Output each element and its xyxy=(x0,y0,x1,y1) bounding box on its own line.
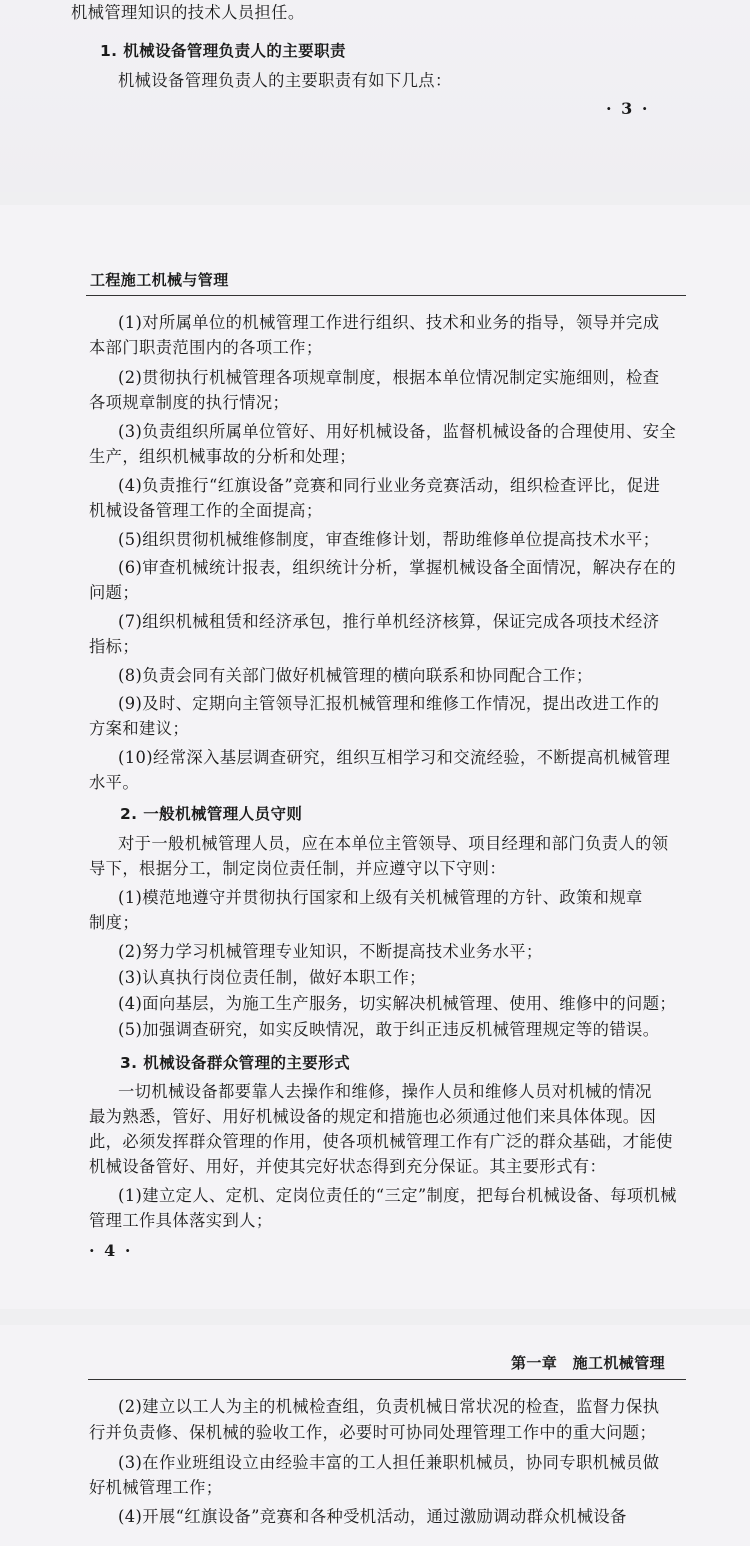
body-line: (2)努力学习机械管理专业知识，不断提高技术业务水平； xyxy=(118,942,543,961)
body-line: 好机械管理工作； xyxy=(89,1478,223,1497)
body-line: (4)面向基层，为施工生产服务，切实解决机械管理、使用、维修中的问题； xyxy=(118,994,677,1013)
body-line: (10)经常深入基层调查研究，组织互相学习和交流经验，不断提高机械管理 xyxy=(118,748,671,767)
body-line: 方案和建议； xyxy=(89,719,190,738)
body-line: 制度； xyxy=(89,913,140,932)
body-line: (5)加强调查研究，如实反映情况，敢于纠正违反机械管理规定等的错误。 xyxy=(118,1020,660,1039)
body-line: (1)建立定人、定机、定岗位责任的“三定”制度，把每台机械设备、每项机械 xyxy=(118,1186,677,1205)
header-rule xyxy=(88,1379,686,1380)
body-line: (3)负责组织所属单位管好、用好机械设备，监督机械设备的合理使用、安全 xyxy=(118,422,677,441)
body-line: 机械设备管理负责人的主要职责有如下几点： xyxy=(118,71,452,90)
body-line: 本部门职责范围内的各项工作； xyxy=(89,338,323,357)
body-line: 行并负责修、保机械的验收工作，必要时可协同处理管理工作中的重大问题； xyxy=(89,1423,657,1442)
body-line: (1)对所属单位的机械管理工作进行组织、技术和业务的指导，领导并完成 xyxy=(118,313,660,332)
body-line: (2)贯彻执行机械管理各项规章制度，根据本单位情况制定实施细则，检查 xyxy=(118,368,660,387)
body-line: 机械设备管理工作的全面提高； xyxy=(89,501,323,520)
body-line: (3)在作业班组设立由经验丰富的工人担任兼职机械员，协同专职机械员做 xyxy=(118,1453,660,1472)
body-line: 机械管理知识的技术人员担任。 xyxy=(71,3,305,22)
section-heading: 3. 机械设备群众管理的主要形式 xyxy=(120,1054,350,1072)
body-line: (6)审查机械统计报表，组织统计分析，掌握机械设备全面情况，解决存在的 xyxy=(118,558,677,577)
page-number: · 3 · xyxy=(606,99,650,118)
body-line: (9)及时、定期向主管领导汇报机械管理和维修工作情况，提出改进工作的 xyxy=(118,694,660,713)
body-line: 水平。 xyxy=(89,773,140,792)
book-page-4 xyxy=(0,205,750,1309)
body-line: 各项规章制度的执行情况； xyxy=(89,393,290,412)
body-line: (1)模范地遵守并贯彻执行国家和上级有关机械管理的方针、政策和规章 xyxy=(118,888,643,907)
body-line: (8)负责会同有关部门做好机械管理的横向联系和协同配合工作； xyxy=(118,666,593,685)
body-line: 问题； xyxy=(89,583,140,602)
page-number: · 4 · xyxy=(89,1241,133,1260)
running-head: 工程施工机械与管理 xyxy=(90,271,229,289)
body-line: 最为熟悉，管好、用好机械设备的规定和措施也必须通过他们来具体体现。因 xyxy=(89,1107,657,1126)
body-line: 导下，根据分工，制定岗位责任制，并应遵守以下守则： xyxy=(89,859,507,878)
body-line: 机械设备管好、用好，并使其完好状态得到充分保证。其主要形式有： xyxy=(89,1157,607,1176)
book-page-5-fragment xyxy=(0,1325,750,1546)
body-line: (4)负责推行“红旗设备”竞赛和同行业业务竞赛活动，组织检查评比，促进 xyxy=(118,476,661,495)
body-line: (2)建立以工人为主的机械检查组，负责机械日常状况的检查，监督力保执 xyxy=(118,1397,660,1416)
header-rule xyxy=(86,295,686,296)
section-heading: 2. 一般机械管理人员守则 xyxy=(120,805,303,823)
body-line: (5)组织贯彻机械维修制度，审查维修计划，帮助维修单位提高技术水平； xyxy=(118,530,660,549)
section-heading: 1. 机械设备管理负责人的主要职责 xyxy=(100,42,346,60)
body-line: 一切机械设备都要靠人去操作和维修，操作人员和维修人员对机械的情况 xyxy=(118,1082,652,1101)
body-line: (3)认真执行岗位责任制，做好本职工作； xyxy=(118,968,426,987)
body-line: 对于一般机械管理人员，应在本单位主管领导、项目经理和部门负责人的领 xyxy=(118,834,669,853)
body-line: (4)开展“红旗设备”竞赛和各种受机活动，通过激励调动群众机械设备 xyxy=(118,1507,627,1526)
body-line: 管理工作具体落实到人； xyxy=(89,1211,273,1230)
book-page-3-fragment xyxy=(0,0,750,192)
body-line: (7)组织机械租赁和经济承包，推行单机经济核算，保证完成各项技术经济 xyxy=(118,612,660,631)
running-head: 第一章 施工机械管理 xyxy=(511,1354,666,1372)
body-line: 生产，组织机械事故的分析和处理； xyxy=(89,447,356,466)
body-line: 指标； xyxy=(89,637,140,656)
body-line: 此，必须发挥群众管理的作用，使各项机械管理工作有广泛的群众基础，才能使 xyxy=(89,1132,673,1151)
